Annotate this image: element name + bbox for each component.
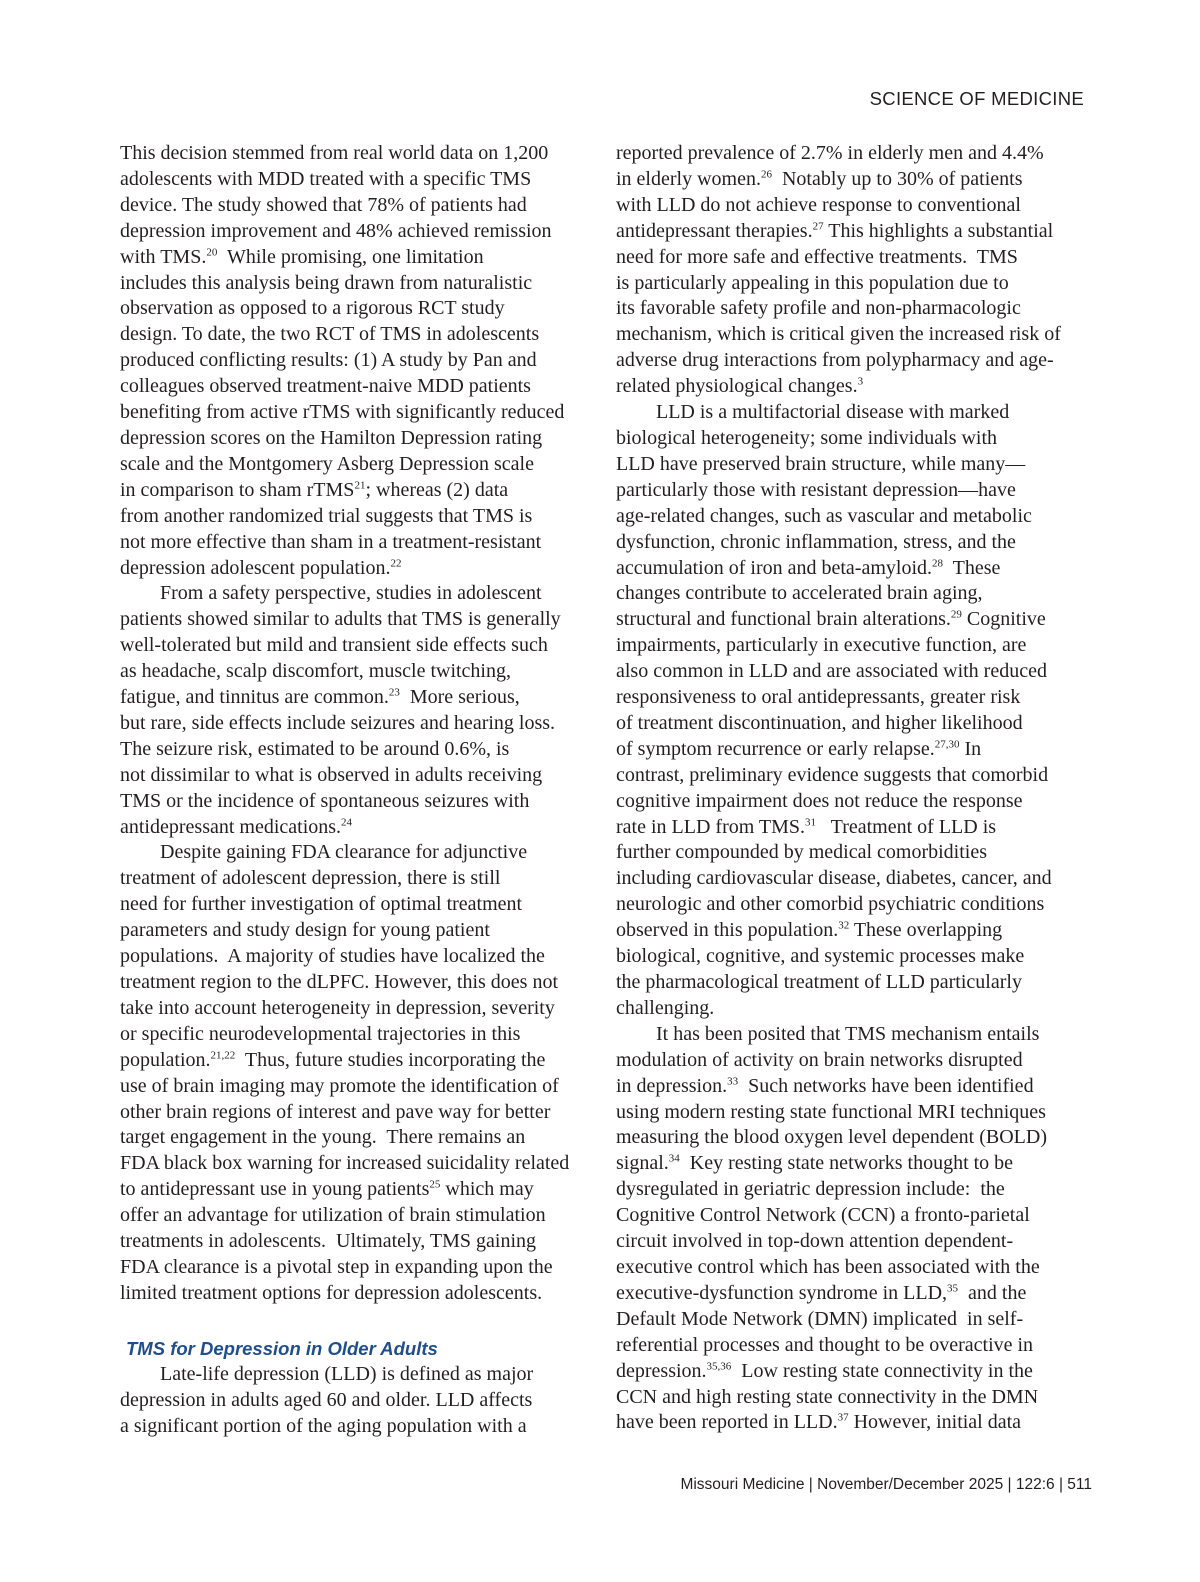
text-line: The seizure risk, estimated to be around 0.6%, is [120, 737, 510, 760]
text-line: fatigue, and tinnitus are common.$^{23}$ More serious, [120, 686, 520, 709]
text-line: antidepressant medications.$^{24}$ [120, 815, 353, 838]
text-line: biological heterogeneity; some individuals with [616, 426, 998, 449]
text-line: the pharmacological treatment of LLD particularly [616, 971, 1022, 993]
text-line: includes this analysis being drawn from naturalistic [120, 271, 533, 294]
text-line: target engagement in the young. There remains an [120, 1126, 526, 1149]
text-line: in depression.$^{33}$ Such networks have been identified [616, 1074, 1034, 1097]
citation-ref: 23 [388, 686, 400, 699]
text-line: as headache, scalp discomfort, muscle twitching, [120, 660, 511, 683]
text-line: mechanism, which is critical given the increased risk of [616, 323, 1061, 346]
text-line: It has been posited that TMS mechanism entails [656, 1022, 1040, 1045]
text-line: TMS or the incidence of spontaneous seizures with [120, 789, 530, 812]
citation-ref: 32 [838, 919, 850, 932]
text-line: using modern resting state functional MRI techniques [616, 1100, 1046, 1123]
text-line: structural and functional brain alterations.$^{29}$ Cognitive [616, 608, 1046, 631]
text-line: Late-life depression (LLD) is defined as major [160, 1362, 534, 1385]
text-line: antidepressant therapies.$^{27}$ This highlights a substantial [616, 219, 1054, 242]
text-line: executive control which has been associated with the [616, 1255, 1040, 1278]
citation-ref: 37 [837, 1411, 849, 1424]
text-line: benefiting from active rTMS with significantly reduced [120, 401, 565, 424]
text-line: offer an advantage for utilization of brain stimulation [120, 1204, 546, 1227]
text-line: accumulation of iron and beta-amyloid.$^{28}$ These [616, 556, 1001, 579]
text-line: to antidepressant use in young patients$^{25}$ which may [120, 1178, 534, 1201]
citation-ref: 21,22 [210, 1049, 236, 1062]
text-line: need for further investigation of optimal treatment [120, 893, 523, 916]
text-line: with LLD do not achieve response to conventional [616, 193, 1021, 216]
paragraph [616, 141, 1092, 400]
text-line: a significant portion of the aging population with a [120, 1414, 527, 1437]
text-line: Cognitive Control Network (CCN) a fronto-parietal [616, 1204, 1030, 1227]
text-line: age-related changes, such as vascular and metabolic [616, 504, 1032, 527]
text-line: depression adolescent population.$^{22}$ [120, 556, 402, 579]
text-line: from another randomized trial suggests that TMS is [120, 504, 533, 527]
paragraph [120, 581, 596, 840]
text-line: Despite gaining FDA clearance for adjunctive [160, 841, 528, 864]
text-line: design. To date, the two RCT of TMS in adolescents [120, 323, 540, 346]
text-line: contrast, preliminary evidence suggests that comorbid [616, 763, 1049, 786]
text-line: rate in LLD from TMS.$^{31}$ Treatment of LLD is [616, 815, 997, 838]
text-line: including cardiovascular disease, diabetes, cancer, and [616, 867, 1052, 890]
text-line: observation as opposed to a rigorous RCT study [120, 297, 505, 320]
text-line: with TMS.$^{20}$ While promising, one limitation [120, 245, 484, 268]
text-line: parameters and study design for young patient [120, 919, 490, 942]
text-line: challenging. [616, 996, 715, 1019]
citation-ref: 35 [947, 1282, 959, 1295]
text-line: need for more safe and effective treatments. TMS [616, 245, 1018, 268]
right-column [616, 141, 1092, 1436]
text-line: This decision stemmed from real world data on 1,200 [120, 142, 549, 164]
text-line: also common in LLD and are associated with reduced [616, 660, 1047, 683]
text-line: LLD is a multifactorial disease with marked [656, 401, 1010, 424]
text-line: further compounded by medical comorbidities [616, 841, 988, 864]
paragraph [120, 840, 596, 1306]
text-line: is particularly appealing in this population due to [616, 271, 1009, 294]
text-line: CCN and high resting state connectivity in the DMN [616, 1385, 1039, 1408]
text-line: colleagues observed treatment-naive MDD patients [120, 375, 531, 398]
citation-ref: 25 [429, 1178, 441, 1191]
citation-ref: 26 [760, 168, 772, 181]
text-line: its favorable safety profile and non-pharmacologic [616, 297, 1021, 320]
citation-ref: 21 [354, 479, 366, 492]
text-line: adolescents with MDD treated with a specific TMS [120, 167, 532, 190]
citation-ref: 20 [206, 245, 218, 258]
text-line: observed in this population.$^{32}$ These overlapping [616, 919, 1003, 942]
text-line: of symptom recurrence or early relapse.$^{27,30}$ In [616, 737, 982, 760]
text-line: not dissimilar to what is observed in adults receiving [120, 763, 543, 786]
text-line: adverse drug interactions from polypharmacy and age- [616, 349, 1054, 372]
text-line: device. The study showed that 78% of patients had [120, 193, 527, 216]
text-line: treatment of adolescent depression, there is still [120, 867, 501, 890]
text-line: in comparison to sham rTMS$^{21}$; whereas (2) data [120, 478, 509, 501]
citation-ref: 31 [805, 815, 817, 828]
text-line: have been reported in LLD.$^{37}$ However, initial data [616, 1411, 1022, 1434]
text-line: neurologic and other comorbid psychiatric conditions [616, 893, 1045, 916]
text-line: circuit involved in top-down attention dependent- [616, 1230, 1014, 1253]
text-line: take into account heterogeneity in depression, severity [120, 996, 555, 1019]
paragraph [120, 141, 596, 581]
text-line: of treatment discontinuation, and higher likelihood [616, 711, 1023, 734]
section-header: SCIENCE OF MEDICINE [869, 88, 1084, 109]
text-line: cognitive impairment does not reduce the response [616, 789, 1023, 812]
text-line: responsiveness to oral antidepressants, greater risk [616, 686, 1021, 709]
text-line: but rare, side effects include seizures and hearing loss. [120, 711, 556, 734]
paragraph [616, 400, 1092, 1022]
text-line: not more effective than sham in a treatment-resistant [120, 530, 542, 553]
text-line: biological, cognitive, and systemic processes make [616, 945, 1025, 968]
citation-ref: 28 [932, 556, 944, 569]
text-line: particularly those with resistant depression—have [616, 478, 1016, 501]
text-line: dysregulated in geriatric depression include: the [616, 1178, 1005, 1201]
text-line: FDA clearance is a pivotal step in expanding upon the [120, 1255, 553, 1278]
citation-ref: 33 [727, 1074, 739, 1087]
text-line: depression scores on the Hamilton Depression rating [120, 426, 543, 449]
text-line: other brain regions of interest and pave way for better [120, 1100, 551, 1123]
text-line: referential processes and thought to be overactive in [616, 1333, 1034, 1356]
paragraph [616, 1022, 1092, 1437]
text-line: patients showed similar to adults that TMS is generally [120, 608, 561, 631]
section-heading: TMS for Depression in Older Adults [126, 1337, 438, 1359]
text-line: executive-dysfunction syndrome in LLD,$^{35}$ and the [616, 1281, 1027, 1304]
text-line: treatments in adolescents. Ultimately, TMS gaining [120, 1230, 537, 1253]
text-line: signal.$^{34}$ Key resting state networks thought to be [616, 1152, 1014, 1175]
text-line: produced conflicting results: (1) A study by Pan and [120, 349, 537, 372]
text-line: dysfunction, chronic inflammation, stress, and the [616, 530, 1016, 553]
text-line: impairments, particularly in executive function, are [616, 634, 1027, 657]
left-column [120, 141, 596, 1439]
text-line: From a safety perspective, studies in adolescent [160, 582, 542, 605]
text-line: populations. A majority of studies have localized the [120, 945, 545, 968]
text-line: in elderly women.$^{26}$ Notably up to 30% of patients [616, 167, 1023, 190]
citation-ref: 27,30 [934, 738, 960, 751]
text-line: changes contribute to accelerated brain aging, [616, 582, 983, 605]
text-line: use of brain imaging may promote the identification of [120, 1074, 559, 1097]
citation-ref: 35,36 [706, 1359, 732, 1372]
text-line: treatment region to the dLPFC. However, this does not [120, 971, 559, 993]
citation-ref: 22 [390, 556, 402, 569]
text-line: limited treatment options for depression adolescents. [120, 1281, 543, 1304]
citation-ref: 29 [950, 608, 962, 621]
text-line: FDA black box warning for increased suicidality related [120, 1152, 570, 1175]
text-line: depression improvement and 48% achieved remission [120, 219, 552, 242]
text-line: reported prevalence of 2.7% in elderly men and 4.4% [616, 142, 1044, 164]
text-line: or specific neurodevelopmental trajectories in this [120, 1022, 521, 1045]
citation-ref: 34 [668, 1152, 680, 1165]
text-line: well-tolerated but mild and transient side effects such [120, 634, 548, 657]
page-footer: Missouri Medicine | November/December 2025 | 122:6 | 511 [680, 1476, 1092, 1493]
citation-ref: 27 [812, 220, 824, 233]
text-line: modulation of activity on brain networks disrupted [616, 1048, 1023, 1071]
text-line: scale and the Montgomery Asberg Depression scale [120, 452, 534, 475]
text-line: measuring the blood oxygen level dependent (BOLD) [616, 1126, 1047, 1149]
paragraph [120, 1362, 596, 1440]
text-line: related physiological changes.$^3$ [616, 375, 864, 398]
citation-ref: 3 [857, 375, 864, 388]
text-line: LLD have preserved brain structure, while many— [616, 452, 1026, 475]
text-line: population.$^{21,22}$ Thus, future studies incorporating the [120, 1048, 546, 1071]
text-line: depression in adults aged 60 and older. LLD affects [120, 1388, 533, 1411]
citation-ref: 24 [341, 815, 353, 828]
text-line: depression.$^{35,36}$ Low resting state connectivity in the [616, 1359, 1033, 1382]
text-line: Default Mode Network (DMN) implicated in self- [616, 1307, 1024, 1330]
